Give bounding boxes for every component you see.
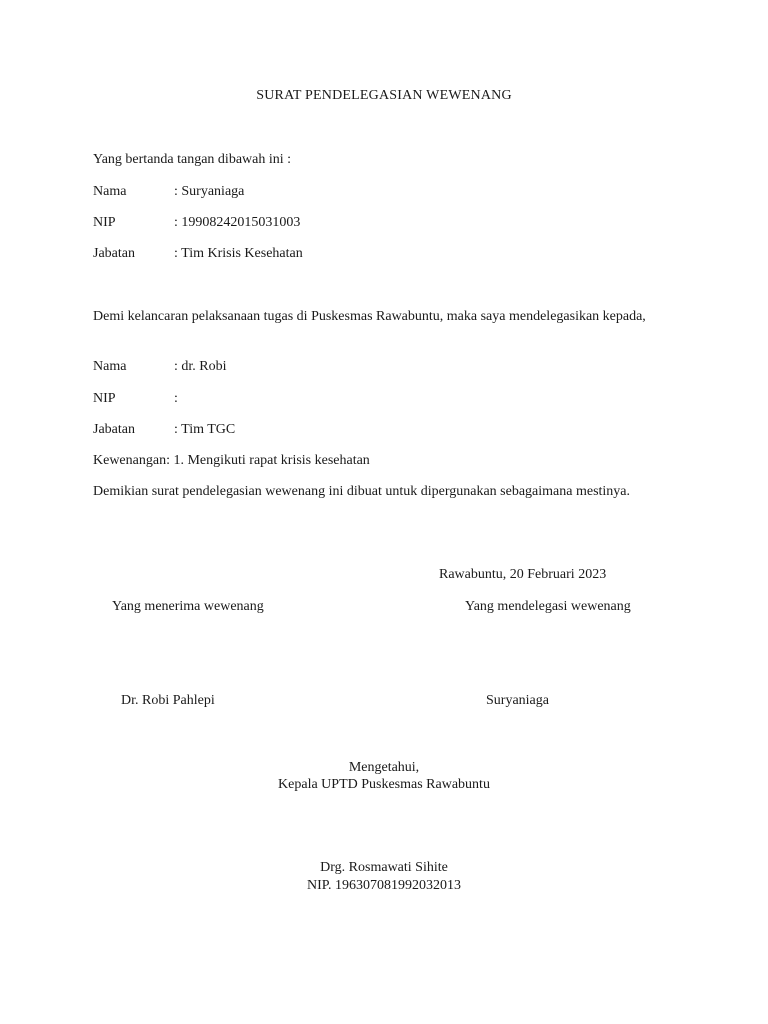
delegator-nip-label: NIP — [93, 215, 116, 230]
letter-title: SURAT PENDELEGASIAN WEWENANG — [256, 88, 512, 103]
delegation-paragraph: Demi kelancaran pelaksanaan tugas di Puskesmas Rawabuntu, maka saya mendelegasikan kepada, — [93, 309, 646, 324]
delegator-nip-value: : 19908242015031003 — [174, 215, 301, 230]
place-date: Rawabuntu, 20 Februari 2023 — [439, 567, 607, 582]
receiver-signature-name: Dr. Robi Pahlepi — [121, 693, 215, 708]
delegator-name-label: Nama — [93, 184, 127, 199]
intro-text: Yang bertanda tangan dibawah ini : — [93, 152, 292, 167]
acknowledger-nip: NIP. 196307081992032013 — [306, 878, 461, 893]
acknowledgement-office: Kepala UPTD Puskesmas Rawabuntu — [278, 777, 490, 792]
delegate-nip-value: : — [174, 391, 178, 406]
delegator-position-label: Jabatan — [93, 246, 135, 261]
receiver-caption: Yang menerima wewenang — [112, 599, 264, 614]
closing-paragraph: Demikian surat pendelegasian wewenang ini dibuat untuk dipergunakan sebagaimana mestinya. — [93, 484, 631, 499]
delegator-name-value: : Suryaniaga — [174, 184, 245, 199]
delegate-position-value: : Tim TGC — [174, 422, 236, 437]
acknowledgement-label: Mengetahui, — [348, 760, 420, 775]
delegate-name-label: Nama — [93, 359, 127, 374]
delegator-caption: Yang mendelegasi wewenang — [465, 599, 631, 614]
authority-text: Kewenangan: 1. Mengikuti rapat krisis kesehatan — [93, 453, 370, 468]
delegate-name-value: : dr. Robi — [174, 359, 227, 374]
delegate-nip-label: NIP — [93, 391, 116, 406]
delegate-position-label: Jabatan — [93, 422, 135, 437]
delegator-signature-name: Suryaniaga — [486, 693, 549, 708]
delegator-position-value: : Tim Krisis Kesehatan — [174, 246, 303, 261]
acknowledger-name: Drg. Rosmawati Sihite — [320, 860, 448, 875]
